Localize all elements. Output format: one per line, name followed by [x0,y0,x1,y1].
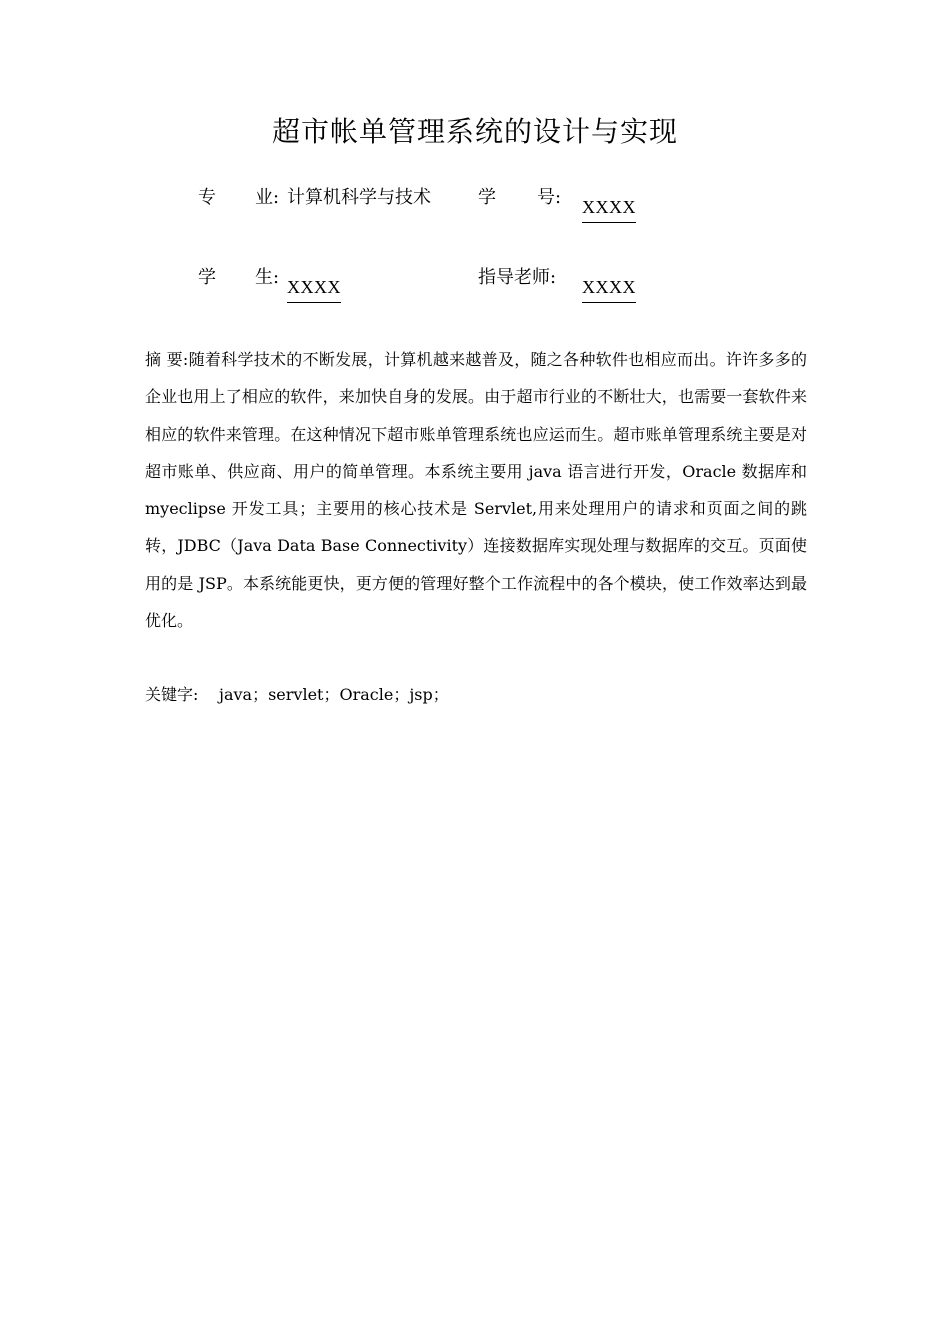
advisor-label: 指导老师: [478,267,557,288]
student-label-first-char: 学 [198,267,216,288]
major-label-second-char: 业: [255,187,280,208]
student-id-label-first-char: 学 [478,187,496,208]
abstract-label: 摘 要: [145,350,189,369]
keywords-line [145,681,449,709]
major-value: 计算机科学与技术 [287,187,431,208]
student-label-second-char: 生: [255,267,280,288]
abstract-paragraph [145,341,807,639]
keywords-text: java；servlet；Oracle；jsp； [219,685,449,704]
student-id-value: XXXX [582,194,636,223]
abstract-text: 随着科学技术的不断发展，计算机越来越普及，随之各种软件也相应而出。许许多多的企业也用上了相应的软件，来加快自身的发展。由于超市行业的不断壮大，也需要一套软件来相应的软件来管理。在这种情况下超市账单管理系统也应运而生。超市账单管理系统主要是对超市账单、供应商、用户的简单管理。本系统主要用 java 语言进行开发，Oracle 数据库和 myeclipse 开发工具；主要用的核心技术是 Servlet,用来处理用户的请求和页面之间的跳转，JDBC（Java Data Base Connectivity）连接数据库实现处理与数据库的交互。页面使用的是 JSP。本系统能更快，更方便的管理好整个工作流程中的各个模块，使工作效率达到最优化。 [145,350,807,631]
document-title: 超市帐单管理系统的设计与实现 [271,115,678,148]
student-id-label-second-char: 号: [537,187,562,208]
major-label-first-char: 专 [198,187,216,208]
student-name-value: XXXX [287,274,341,303]
keywords-label: 关键字: [145,685,199,704]
advisor-value: XXXX [582,274,636,303]
